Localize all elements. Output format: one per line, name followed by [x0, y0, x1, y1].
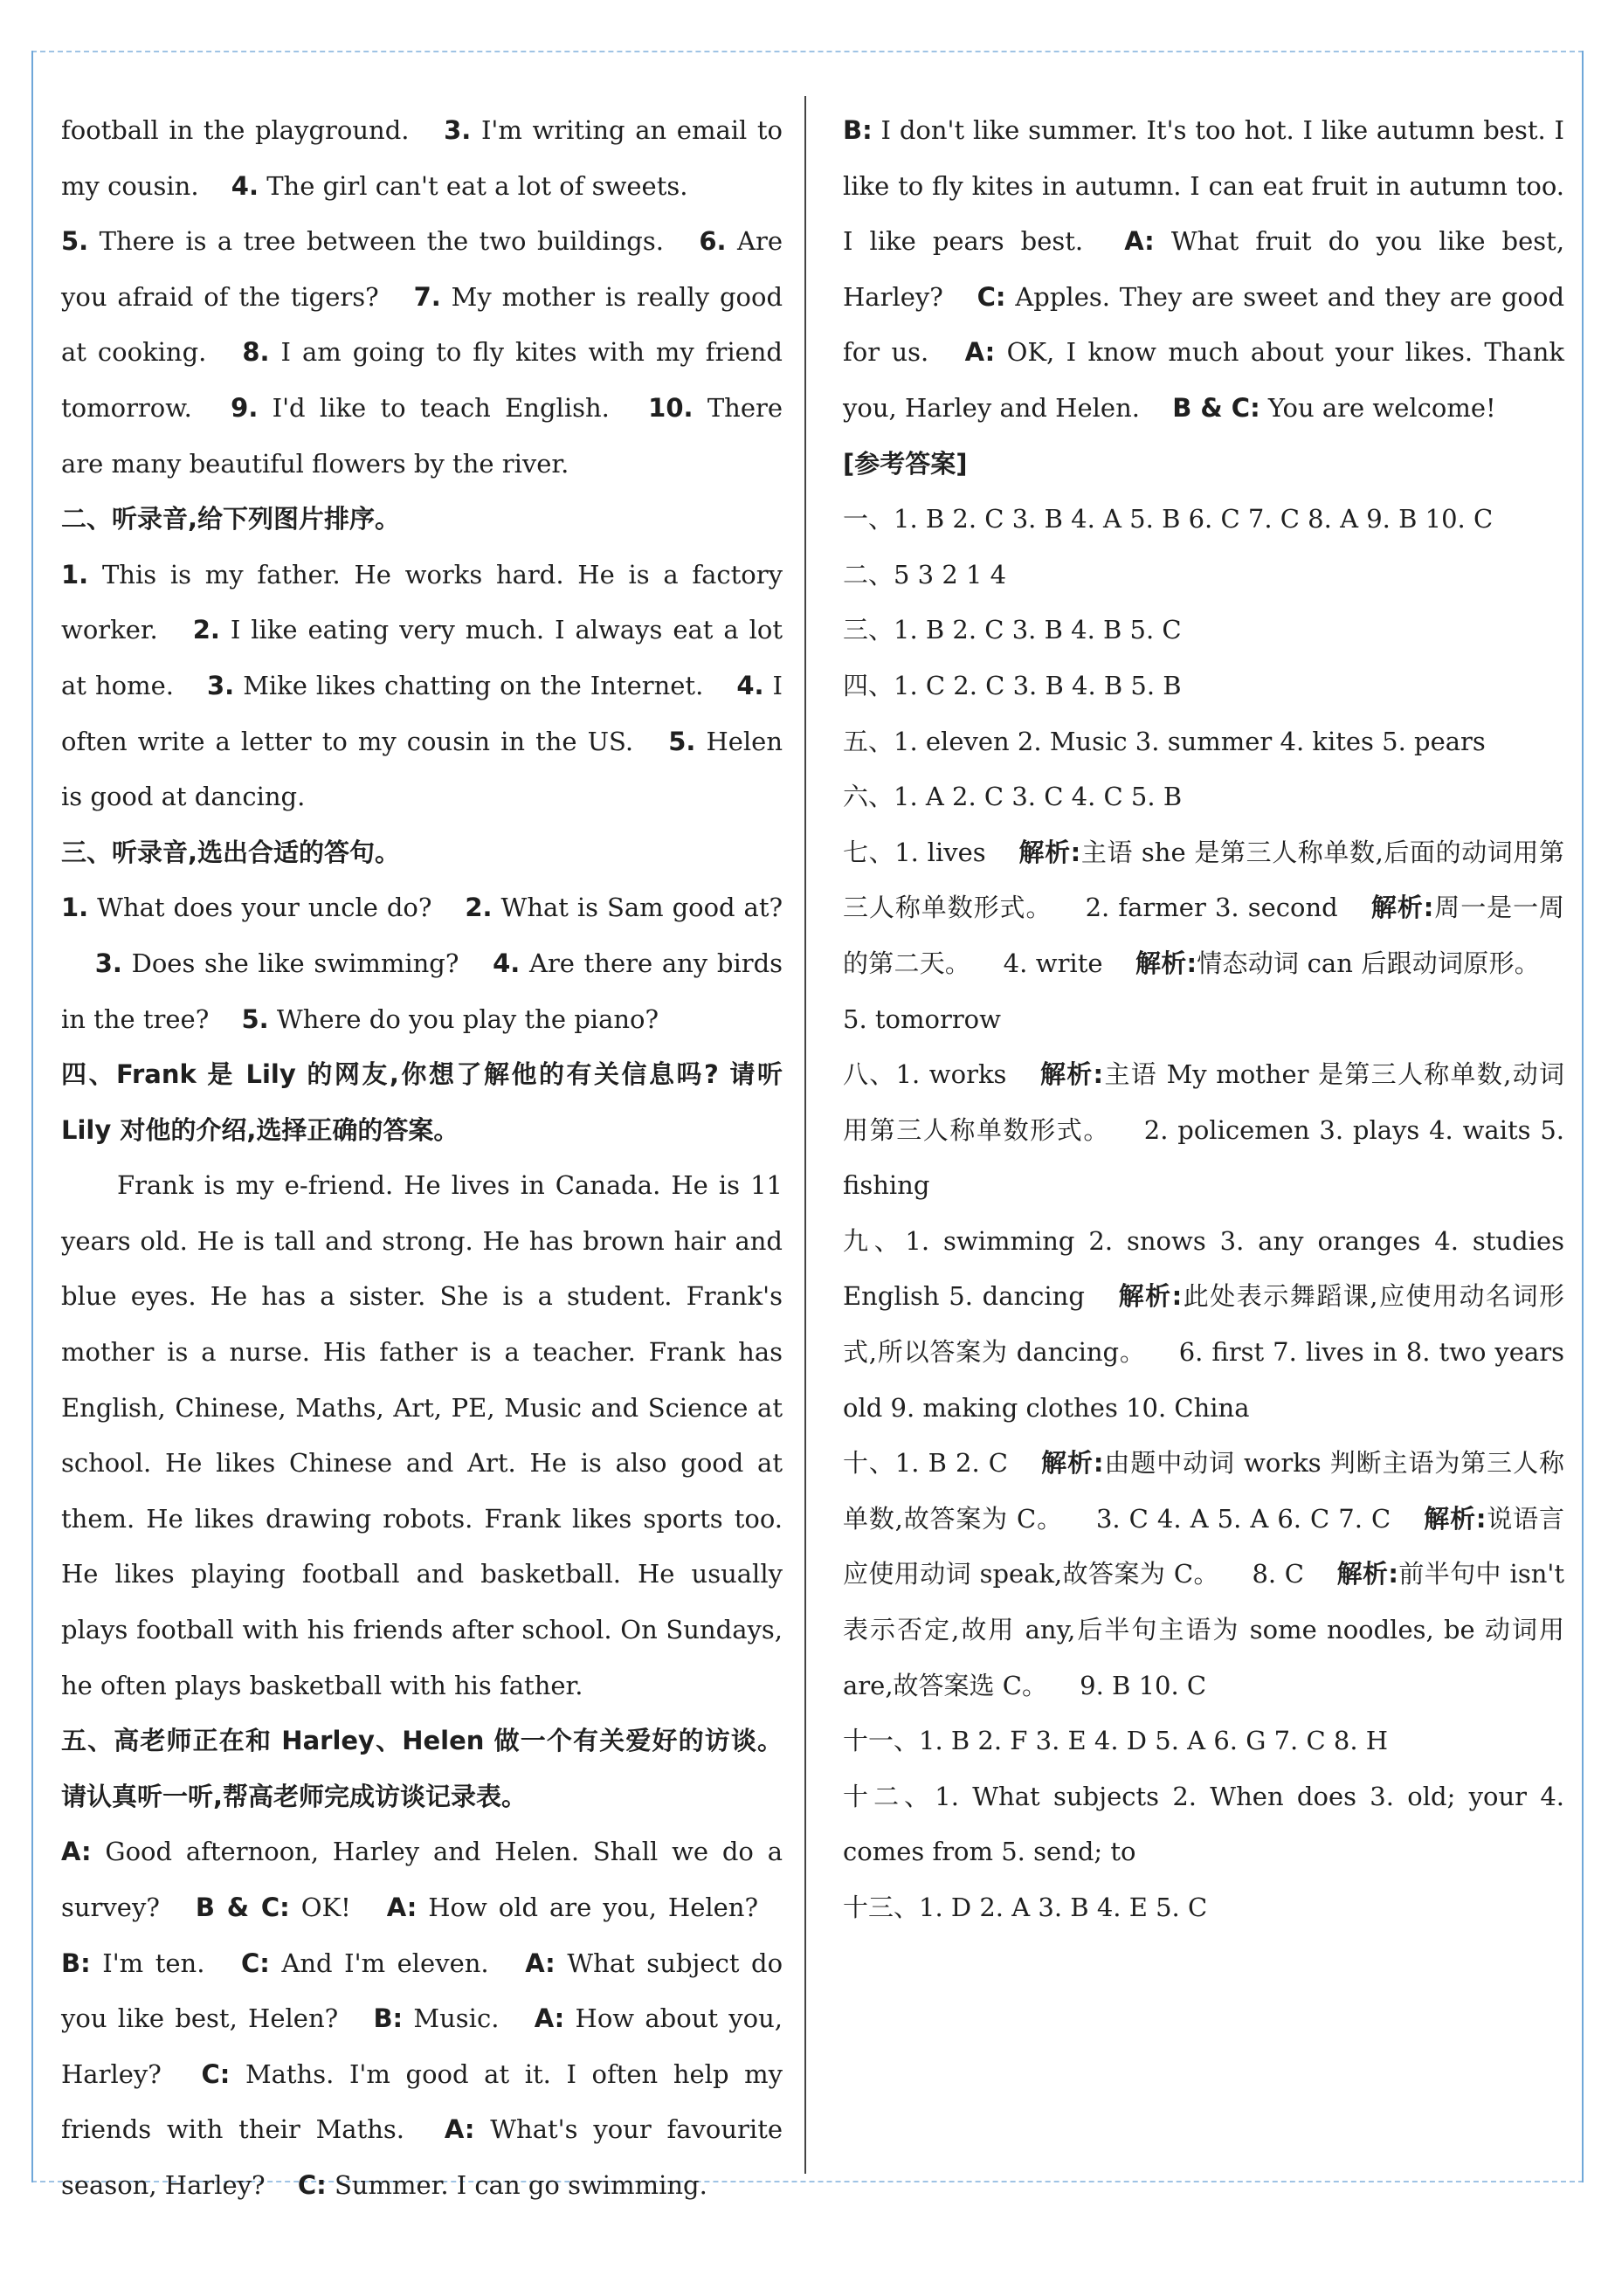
answer-section-6: 六、1. A 2. C 3. C 4. C 5. B: [843, 782, 1183, 812]
frame-right-border: [1582, 51, 1584, 2182]
left-column: [61, 103, 783, 2214]
answer-section-3: 三、1. B 2. C 3. B 4. B 5. C: [843, 615, 1182, 645]
answer-section-1: 一、1. B 2. C 3. B 4. A 5. B 6. C 7. C 8. A 9. B 10. C: [843, 504, 1494, 534]
answer-section-11: 十一、1. B 2. F 3. E 4. D 5. A 6. G 7. C 8. H: [843, 1726, 1389, 1756]
section-3-body: 1. What does your uncle do? 2. What is Sam good at? 3. Does she like swimming? 4. Are there any birds in the tree? 5. Where do you play the piano?: [61, 893, 783, 1034]
section-2-title: 二、听录音,给下列图片排序。: [61, 504, 401, 534]
section-3-title: 三、听录音,选出合适的答句。: [61, 837, 401, 867]
right-column: [843, 103, 1564, 1936]
frame-left-border: [31, 51, 33, 2182]
answer-section-10: 十、1. B 2. C 解析:由题中动词 works 判断主语为第三人称单数,故答案为 C。 3. C 4. A 5. A 6. C 7. C 解析:说语言应使用动词 speak,故答案为 C。 8. C 解析:前半句中 isn't 表示否定,故用 any,后半句主语为 some noodles, be 动词用 are,故答案选 C。 9. B 10. C: [843, 1448, 1565, 1700]
answer-section-9: 九、1. swimming 2. snows 3. any oranges 4. studies English 5. dancing 解析:此处表示舞蹈课,应使用动名词形式,所以答案为 dancing。 6. first 7. lives in 8. two years old 9. making clothes 10. China: [843, 1225, 1564, 1423]
frame-top-border: [31, 51, 1584, 52]
paragraph-1-continuation: football in the playground. 3. I'm writing an email to my cousin. 4. The girl can't eat a lot of sweets.: [61, 115, 783, 201]
answer-section-8: 八、1. works 解析:主语 My mother 是第三人称单数,动词用第三人称单数形式。 2. policemen 3. plays 4. waits 5. fishing: [843, 1059, 1564, 1201]
paragraph-1b: 5. There is a tree between the two buildings. 6. Are you afraid of the tigers? 7. My mother is really good at cooking. 8. I am going to fly kites with my friend tomorrow. 9. I'd like to teach English. 10. There are many beautiful flowers by the river.: [61, 226, 783, 479]
answer-section-7: 七、1. lives 解析:主语 she 是第三人称单数,后面的动词用第三人称单数形式。 2. farmer 3. second 解析:周一是一周的第二天。 4. write 解析:情态动词 can 后跟动词原形。 5. tomorrow: [843, 837, 1564, 1034]
answer-section-4: 四、1. C 2. C 3. B 4. B 5. B: [843, 670, 1182, 700]
section-4-passage: Frank is my e-friend. He lives in Canada. He is 11 years old. He is tall and strong. He has brown hair and blue eyes. He has a sister. She is a student. Frank's mother is a nurse. His father is a teacher. Frank has English, Chinese, Maths, Art, PE, Music and Science at school. He likes Chinese and Art. He is also good at them. He likes drawing robots. Frank likes sports too. He likes playing football and basketball. He usually plays football with his friends after school. On Sundays, he often plays basketball with his father.: [61, 1170, 783, 1700]
answer-section-12: 十二、1. What subjects 2. When does 3. old; your 4. comes from 5. send; to: [843, 1781, 1564, 1867]
answer-section-2: 二、5 3 2 1 4: [843, 559, 1007, 590]
section-4-title: 四、Frank 是 Lily 的网友,你想了解他的有关信息吗? 请听 Lily 对他的介绍,选择正确的答案。: [61, 1059, 783, 1145]
reference-answers-title: [参考答案]: [843, 448, 968, 479]
section-5-dialogue: A: Good afternoon, Harley and Helen. Shall we do a survey? B & C: OK! A: How old are you, Helen? B: I'm ten. C: And I'm eleven. A: What subject do you like best, Helen? B: Music. A: How about you, Harley? C: Maths. I'm good at it. I often help my friends with their Maths. A: What's your favourite season, Harley? C: Summer. I can go swimming.: [61, 1837, 783, 2200]
dialogue-continuation: B: I don't like summer. It's too hot. I like autumn best. I like to fly kites in autumn. I can eat fruit in autumn too. I like pears best. A: What fruit do you like best, Harley? C: Apples. They are sweet and they are good for us. A: OK, I know much about your likes. Thank you, Harley and Helen. B & C: You are welcome!: [843, 115, 1565, 423]
answer-section-13: 十三、1. D 2. A 3. B 4. E 5. C: [843, 1893, 1208, 1922]
column-divider: [804, 96, 806, 2174]
section-5-title: 五、高老师正在和 Harley、Helen 做一个有关爱好的访谈。请认真听一听,帮高老师完成访谈记录表。: [61, 1726, 783, 1811]
answer-section-5: 五、1. eleven 2. Music 3. summer 4. kites 5. pears: [843, 726, 1486, 756]
section-2-body: 1. This is my father. He works hard. He is a factory worker. 2. I like eating very much. I always eat a lot at home. 3. Mike likes chatting on the Internet. 4. I often write a letter to my cousin in the US. 5. Helen is good at dancing.: [61, 559, 783, 812]
